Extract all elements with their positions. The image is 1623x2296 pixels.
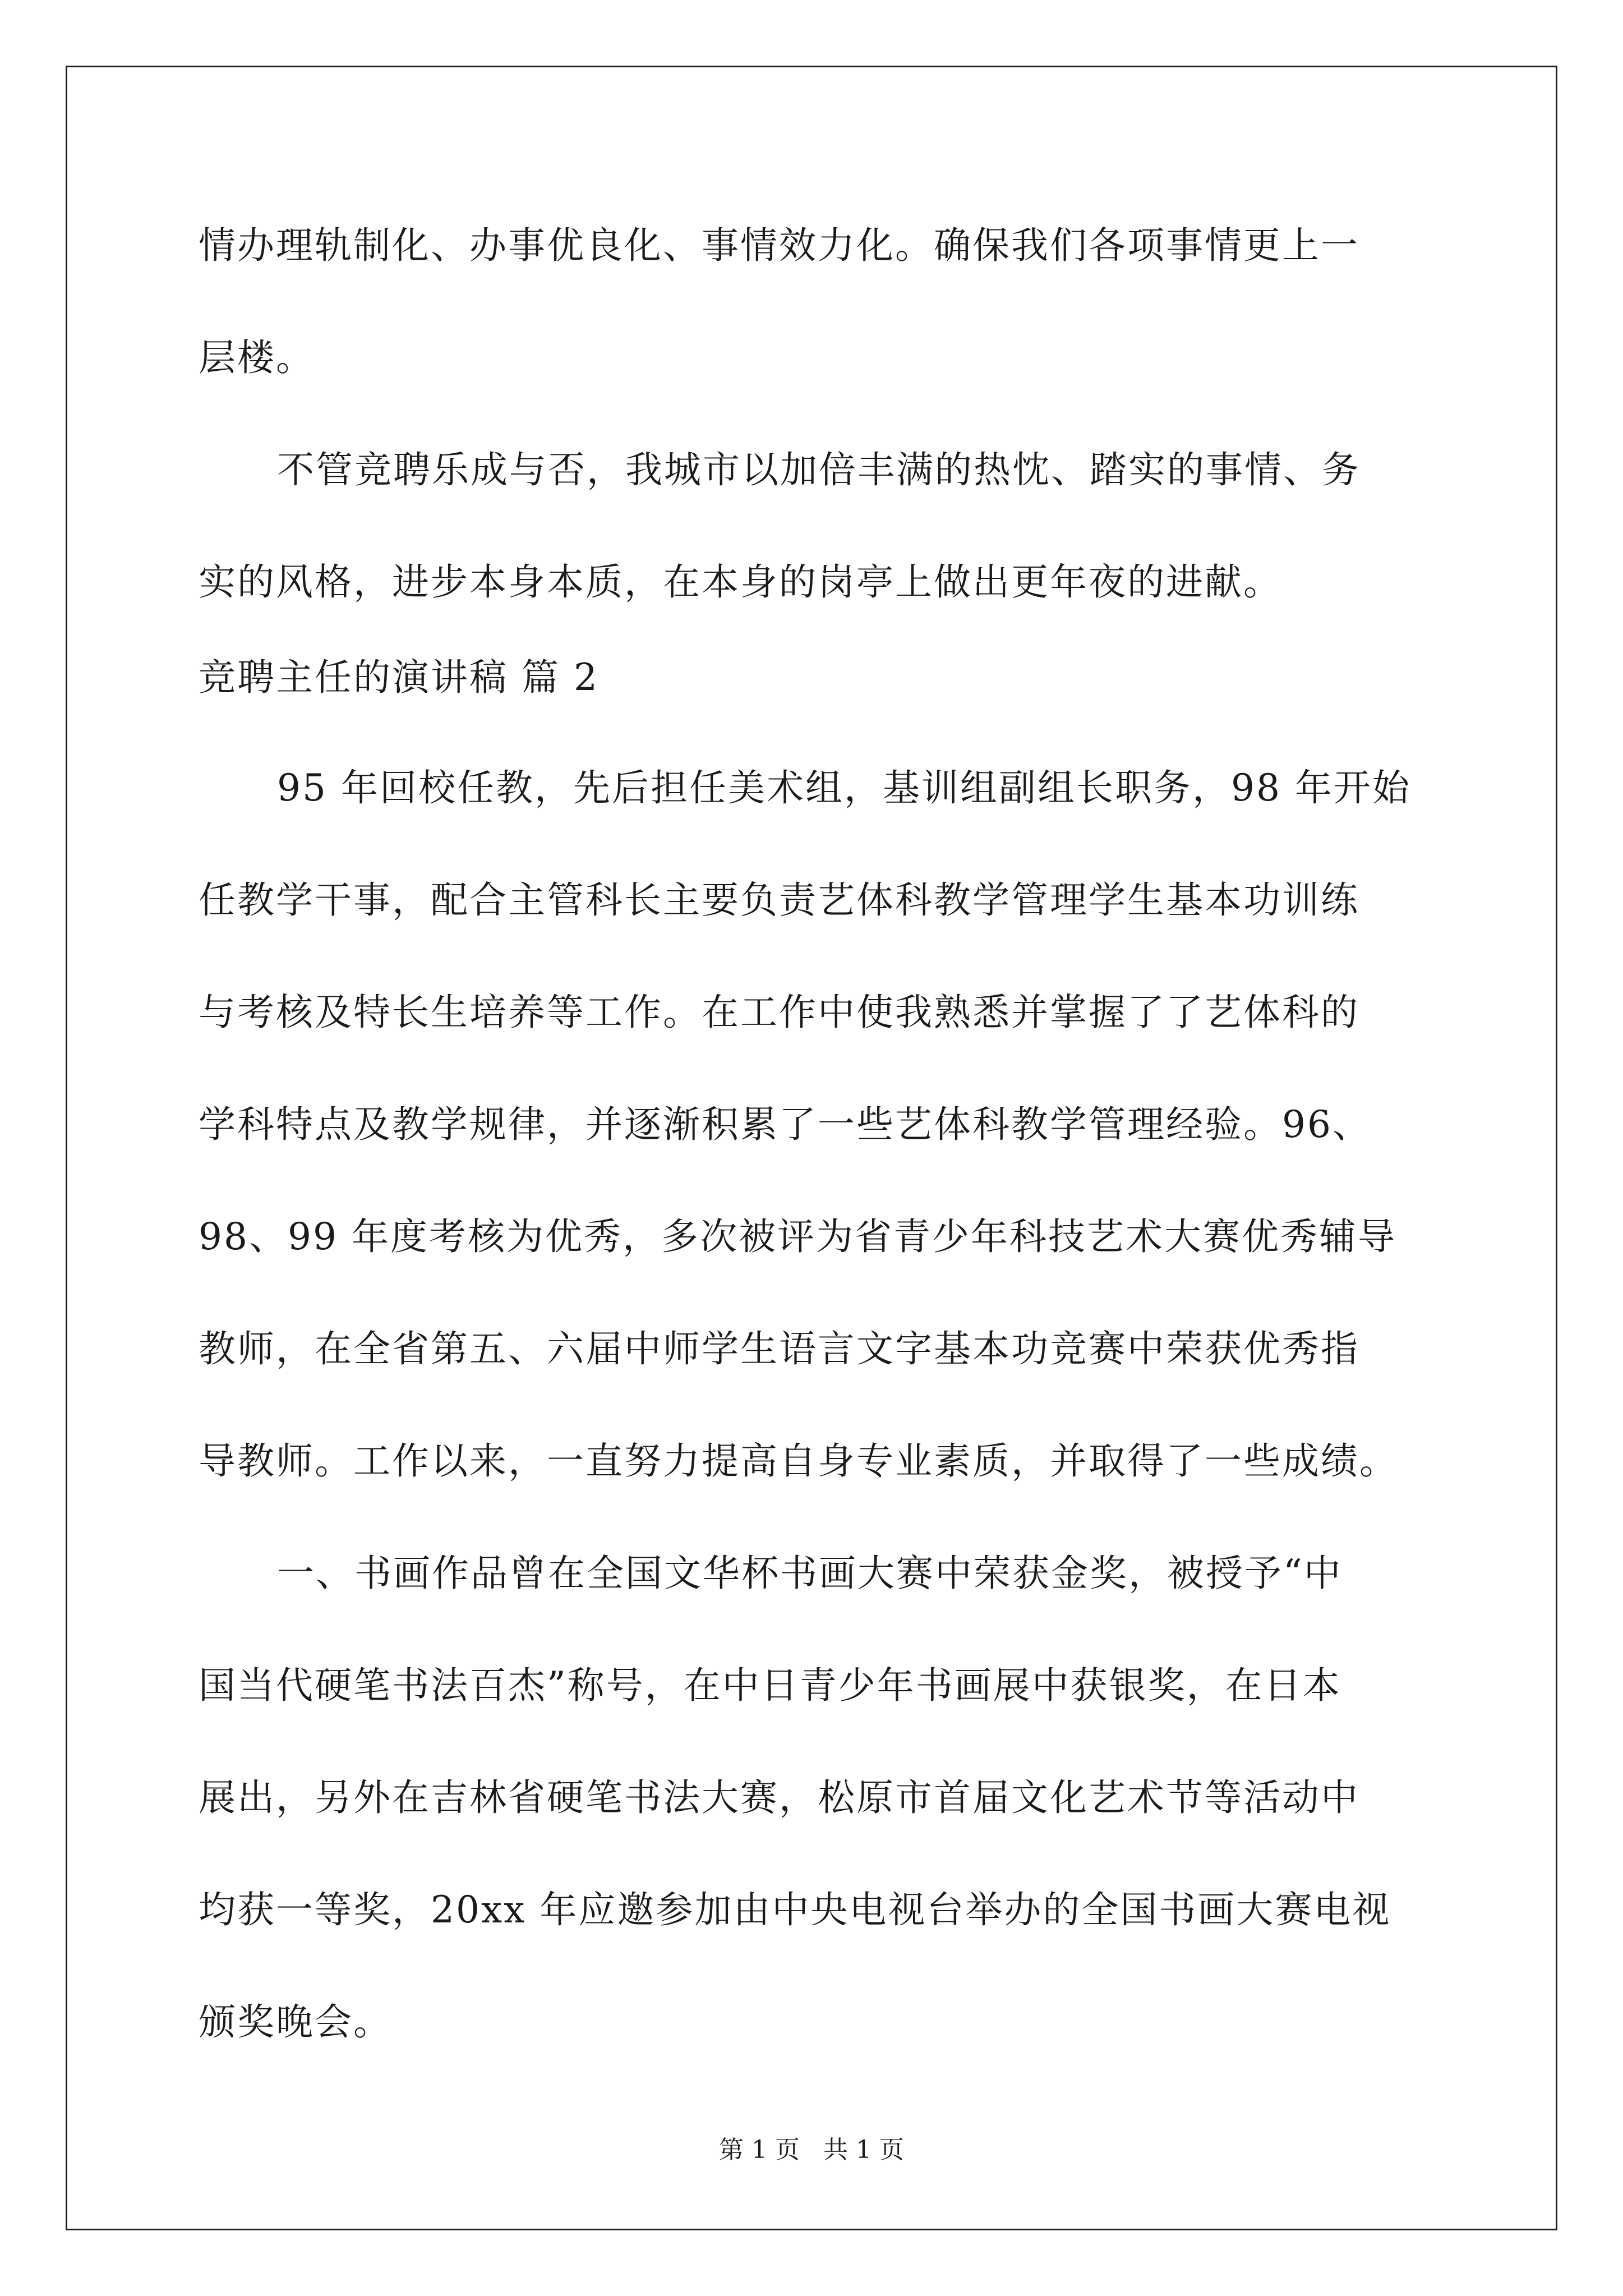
text-line-1: 情办理轨制化、办事优良化、事情效力化。确保我们各项事情更上一 [199,224,1359,267]
text-line-8: 与考核及特长生培养等工作。在工作中使我熟悉并掌握了了艺体科的 [199,991,1359,1034]
text-line-12: 导教师。工作以来，一直努力提高自身专业素质，并取得了一些成绩。 [199,1439,1398,1483]
text-line-7: 任教学干事，配合主管科长主要负责艺体科教学管理学生基本功训练 [199,878,1359,922]
text-line-2: 层楼。 [199,336,315,379]
text-line-14: 国当代硬笔书法百杰”称号，在中日青少年书画展中获银奖，在日本 [199,1664,1341,1707]
text-line-11: 教师，在全省第五、六届中师学生语言文字基本功竞赛中荣获优秀指 [199,1327,1359,1370]
text-line-17: 颁奖晚会。 [199,2000,392,2044]
text-line-10: 98、99 年度考核为优秀，多次被评为省青少年科技艺术大赛优秀辅导 [199,1215,1396,1258]
page-footer: 第 1 页 共 1 页 [719,2136,904,2164]
text-line-16: 均获一等奖，20xx 年应邀参加由中央电视台举办的全国书画大赛电视 [199,1888,1391,1931]
text-line-15: 展出，另外在吉林省硬笔书法大赛，松原市首届文化艺术节等活动中 [199,1776,1359,1819]
text-line-3: 不管竞聘乐成与否，我城市以加倍丰满的热忱、踏实的事情、务 [277,448,1361,491]
section-heading: 竞聘主任的演讲稿 篇 2 [199,656,599,699]
text-line-9: 学科特点及教学规律，并逐渐积累了一些艺体科教学管理经验。96、 [199,1103,1371,1146]
text-line-4: 实的风格，进步本身本质，在本身的岗亭上做出更年夜的进献。 [199,560,1282,604]
text-line-6: 95 年回校任教，先后担任美术组，基训组副组长职务，98 年开始 [277,766,1411,809]
text-line-13: 一、书画作品曾在全国文华杯书画大赛中荣获金奖，被授予“中 [277,1552,1343,1595]
